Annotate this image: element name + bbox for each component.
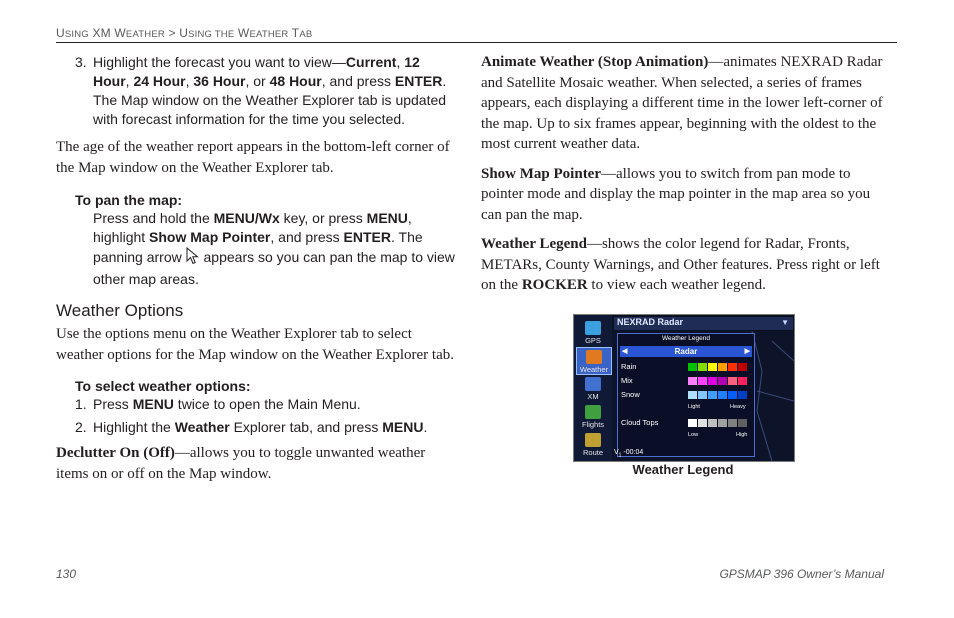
- device-tab-route: Route: [576, 431, 610, 457]
- right-column: [481, 52, 891, 296]
- device-title-bar: NEXRAD Radar ▼: [614, 317, 793, 330]
- snow-swatch: [728, 391, 738, 399]
- animate-paragraph: Animate Weather (Stop Animation)—animates NEXRAD Radar and Satellite Mosaic weather. When selected, a series of frames appears, each displaying a different time in the lower left-corner of the map. Up to six frames appear, beginning with the oldest to the most current weather data.: [481, 54, 883, 152]
- mix-swatch: [698, 377, 708, 385]
- header-rule: [56, 42, 897, 43]
- step-2: 2. Highlight the Weather Explorer tab, and press MENU.: [75, 419, 428, 435]
- snow-swatch: [718, 391, 728, 399]
- device-tab-gps: GPS: [576, 319, 610, 345]
- device-tab-flights: Flights: [576, 403, 610, 429]
- weather-tab-icon: [586, 350, 602, 364]
- rain-swatches: [688, 363, 748, 371]
- running-header: USING XM WEATHER > USING THE WEATHER TAB: [56, 26, 313, 40]
- xm-tab-icon: [585, 377, 601, 391]
- snow-swatch: [698, 391, 708, 399]
- rain-swatch: [688, 363, 698, 371]
- rain-swatch: [728, 363, 738, 371]
- pan-heading: To pan the map:: [75, 192, 183, 208]
- legend-row-snow: Snow: [621, 390, 640, 399]
- device-tab-bar: [574, 315, 612, 461]
- mix-swatches: [688, 377, 748, 385]
- snow-swatch: [688, 391, 698, 399]
- cloud-swatch: [718, 419, 728, 427]
- route-tab-icon: [585, 433, 601, 447]
- step-3: 3. Highlight the forecast you want to view—Current, 12 Hour, 24 Hour, 36 Hour, or 48 Hour, and press ENTER. The Map window on the Weather Explorer tab is updated with forecast information for the time you selected.: [75, 54, 447, 127]
- weather-legend-panel: [617, 333, 755, 457]
- rain-swatch: [718, 363, 728, 371]
- left-column: [56, 52, 456, 484]
- cloud-swatch: [698, 419, 708, 427]
- gps-tab-icon: [585, 321, 601, 335]
- flights-tab-icon: [585, 405, 601, 419]
- figure-caption: Weather Legend: [632, 462, 734, 477]
- manual-title: GPSMAP 396 Owner’s Manual: [719, 567, 884, 581]
- panning-arrow-icon: [186, 247, 200, 270]
- device-tab-xm: XM: [576, 375, 610, 401]
- mix-swatch: [728, 377, 738, 385]
- low-label: Low: [688, 432, 699, 438]
- pointer-paragraph: Show Map Pointer—allows you to switch from pan mode to pointer mode and display the map pointer in the map area so you can pan the map.: [481, 165, 871, 223]
- age-paragraph: The age of the weather report appears in the bottom-left corner of the Map window on the Weather Explorer tab.: [56, 139, 450, 176]
- legend-panel-title: Weather Legend: [662, 335, 710, 342]
- rain-swatch: [708, 363, 718, 371]
- options-paragraph: Use the options menu on the Weather Explorer tab to select weather options for the Map window on the Weather Explorer tab.: [56, 326, 454, 363]
- high-label: High: [736, 432, 748, 438]
- weather-options-heading: Weather Options: [56, 301, 184, 320]
- mix-swatch: [688, 377, 698, 385]
- snow-swatches: [688, 391, 748, 399]
- rain-swatch: [698, 363, 708, 371]
- step-1: 1. Press MENU twice to open the Main Menu.: [75, 396, 361, 412]
- mix-swatch: [708, 377, 718, 385]
- frame-time: $V_1$ -00:04: [614, 449, 644, 459]
- pan-instructions: Press and hold the MENU/Wx key, or press MENU, highlight Show Map Pointer, and press ENTER. The panning arrow appears so you can pan the map to view other map areas.: [93, 210, 455, 287]
- cloud-swatch: [738, 419, 748, 427]
- page-number: 130: [56, 567, 77, 581]
- legend-selector[interactable]: ◀ Radar ▶: [622, 347, 750, 356]
- rain-swatch: [738, 363, 748, 371]
- snow-swatch: [708, 391, 718, 399]
- legend-row-mix: Mix: [621, 376, 633, 385]
- select-options-heading: To select weather options:: [75, 378, 251, 394]
- right-arrow-icon[interactable]: ▶: [744, 348, 750, 355]
- legend-row-rain: Rain: [621, 362, 637, 371]
- left-arrow-icon[interactable]: ◀: [622, 348, 628, 355]
- legend-paragraph: Weather Legend—shows the color legend for Radar, Fronts, METARs, County Warnings, and Other features. Press right or left on the ROCKER to view each weather legend.: [481, 236, 880, 293]
- cloud-swatch: [688, 419, 698, 427]
- cloud-swatch: [708, 419, 718, 427]
- cloud-swatches: [688, 419, 748, 427]
- mix-swatch: [738, 377, 748, 385]
- dropdown-arrow-icon: ▼: [781, 318, 789, 327]
- heavy-label: Heavy: [730, 404, 746, 410]
- device-tab-weather: Weather: [576, 347, 612, 375]
- light-label: Light: [688, 404, 700, 410]
- declutter-paragraph: Declutter On (Off)—allows you to toggle unwanted weather items on or off on the Map window.: [56, 445, 426, 482]
- snow-swatch: [738, 391, 748, 399]
- cloud-swatch: [728, 419, 738, 427]
- mix-swatch: [718, 377, 728, 385]
- device-screenshot: [573, 314, 795, 462]
- legend-row-cloud-tops: Cloud Tops: [621, 418, 659, 427]
